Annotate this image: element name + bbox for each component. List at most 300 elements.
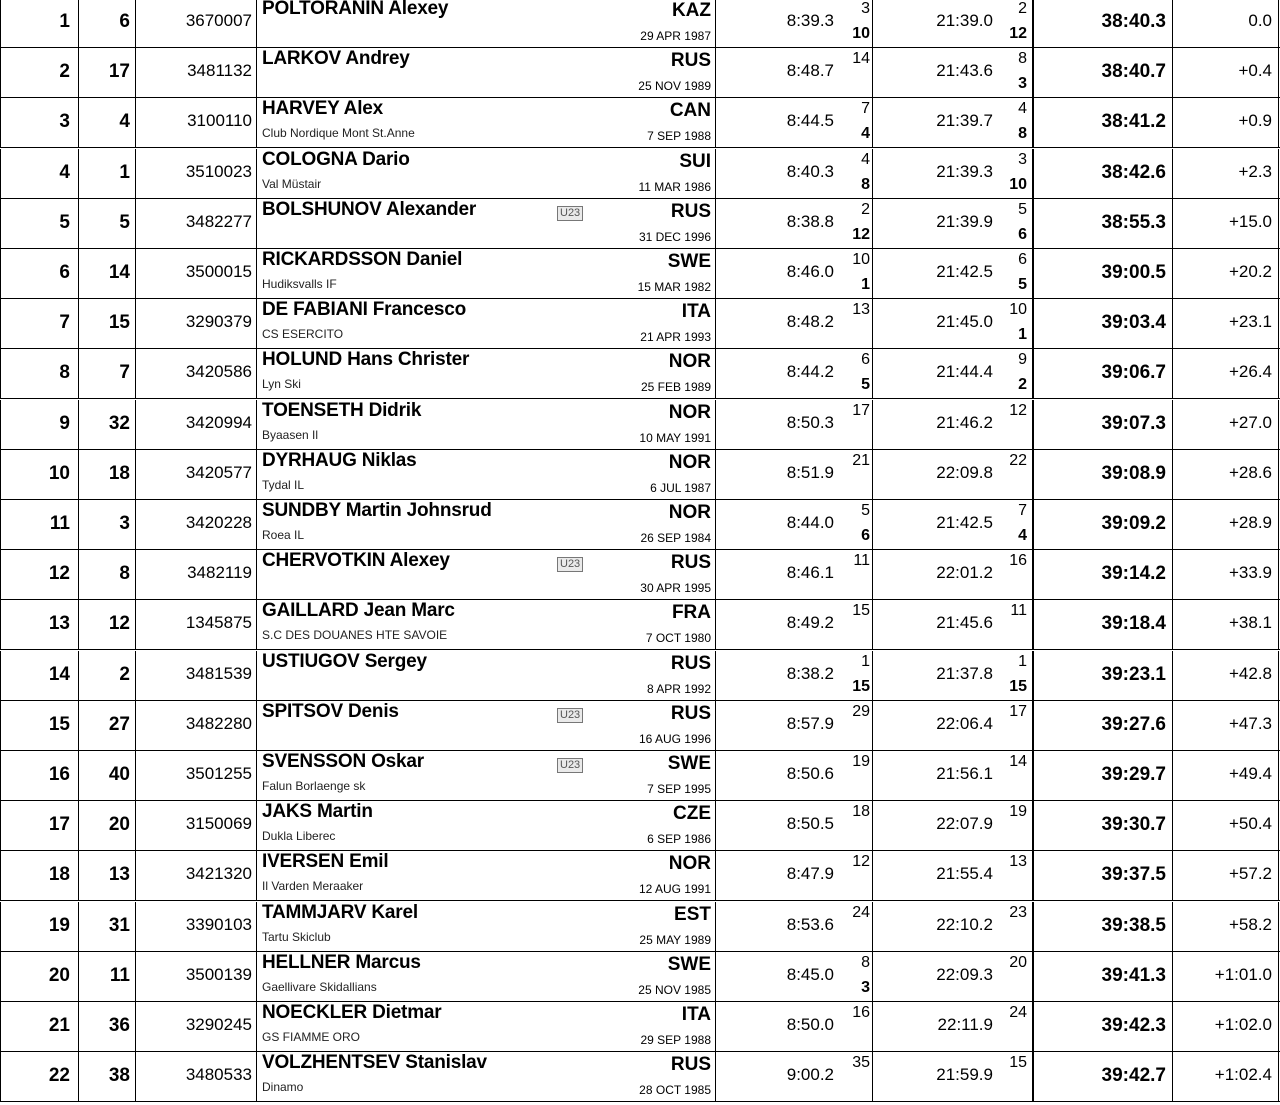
total-time: 39:06.7: [1101, 362, 1166, 384]
column-divider: [1278, 952, 1279, 1001]
athlete-name: DE FABIANI Francesco: [262, 299, 466, 321]
split-1-rank: 5: [861, 502, 870, 519]
split-2-rank: 13: [1009, 853, 1027, 871]
fis-code-cell: 3482119: [187, 563, 252, 583]
column-divider: [256, 249, 257, 298]
column-divider: [135, 1052, 136, 1101]
fis-code-cell: 3100110: [187, 111, 252, 131]
column-divider: [1172, 48, 1173, 97]
split-2-bonus: 10: [1009, 175, 1027, 193]
split-2-bonus: 8: [1018, 125, 1027, 143]
u23-badge: U23: [557, 708, 583, 723]
athlete-name: GAILLARD Jean Marc: [262, 600, 455, 622]
fis-code-cell: 3420994: [185, 412, 252, 432]
column-divider: [715, 600, 716, 649]
column-divider: [78, 98, 79, 147]
column-divider: [872, 199, 873, 248]
club-name: CS ESERCITO: [262, 327, 344, 342]
birth-date: 6 SEP 1986: [647, 832, 711, 847]
column-divider: [256, 701, 257, 750]
column-divider: [135, 500, 136, 549]
column-divider: [872, 299, 873, 348]
column-divider: [1032, 199, 1034, 248]
birth-date: 7 SEP 1995: [647, 782, 711, 796]
split-2-rank: 24: [1009, 1004, 1027, 1021]
time-behind: +23.1: [1228, 312, 1272, 332]
fis-code-cell: 3480533: [185, 1065, 252, 1085]
column-divider: [78, 48, 79, 97]
fis-code-cell: 3500015: [185, 262, 252, 281]
split-time-2: 21:45.6: [936, 613, 993, 633]
birth-date: 8 APR 1992: [646, 681, 711, 696]
split-1-rank: 1: [861, 652, 870, 670]
split-time-1: 8:51.9: [786, 462, 834, 482]
column-divider: [872, 450, 873, 499]
nation-code: NOR: [668, 853, 711, 875]
birth-date: 29 APR 1987: [640, 29, 711, 43]
column-divider: [1278, 1002, 1279, 1051]
column-divider: [872, 349, 873, 398]
time-behind: 0.0: [1248, 11, 1272, 30]
split-1-rank: 18: [852, 803, 870, 821]
column-divider: [1032, 801, 1034, 850]
bib-cell: 8: [119, 563, 130, 585]
column-divider: [78, 149, 79, 198]
column-divider: [135, 851, 136, 900]
time-behind: +47.3: [1228, 713, 1272, 733]
column-divider: [715, 902, 716, 951]
column-divider: [1172, 1002, 1173, 1051]
bib-cell: 15: [108, 312, 130, 334]
rank-cell: 21: [48, 1015, 70, 1036]
column-divider: [715, 751, 716, 800]
table-row: [0, 98, 1280, 148]
column-divider: [715, 851, 716, 900]
split-1-rank: 12: [852, 853, 870, 871]
table-row: [0, 851, 1280, 901]
nation-code: RUS: [670, 1054, 711, 1076]
nation-code: NOR: [668, 502, 711, 523]
split-time-2: 22:01.2: [936, 563, 993, 583]
bib-cell: 40: [108, 764, 130, 785]
split-1-rank: 16: [852, 1004, 870, 1021]
column-divider: [135, 550, 136, 599]
split-2-rank: 9: [1018, 351, 1027, 369]
split-1-bonus: 12: [852, 225, 870, 243]
table-row: [0, 651, 1280, 701]
fis-code-cell: 3670007: [185, 11, 252, 30]
column-divider: [135, 701, 136, 750]
column-divider: [715, 199, 716, 248]
split-time-1: 8:44.5: [786, 111, 834, 131]
column-divider: [78, 902, 79, 951]
column-divider: [1278, 450, 1279, 499]
split-2-rank: 16: [1009, 552, 1027, 570]
column-divider: [1172, 600, 1173, 649]
split-2-bonus: 4: [1018, 527, 1027, 544]
total-time: 39:29.7: [1101, 764, 1166, 785]
birth-date: 11 MAR 1986: [638, 179, 711, 194]
column-divider: [1172, 651, 1173, 700]
total-time: 39:37.5: [1101, 864, 1166, 886]
rank-cell: 15: [48, 713, 70, 735]
birth-date: 12 AUG 1991: [638, 882, 711, 897]
column-divider: [1032, 149, 1034, 198]
fis-code-cell: 3481539: [185, 663, 252, 683]
column-divider: [1278, 701, 1279, 750]
nation-code: RUS: [670, 50, 711, 72]
split-time-1: 8:38.2: [786, 663, 834, 683]
column-divider: [1032, 450, 1034, 499]
split-1-bonus: 15: [852, 677, 870, 695]
split-1-bonus: 5: [861, 376, 870, 394]
column-divider: [135, 0, 136, 47]
column-divider: [256, 349, 257, 398]
total-time: 39:42.7: [1101, 1065, 1166, 1087]
column-divider: [715, 1002, 716, 1051]
split-1-rank: 17: [852, 401, 870, 419]
column-divider: [715, 1052, 716, 1101]
column-divider: [1032, 98, 1034, 147]
rank-cell: 18: [48, 864, 70, 886]
split-2-rank: 22: [1009, 451, 1027, 469]
split-time-1: 8:57.9: [786, 713, 834, 733]
split-1-rank: 3: [861, 0, 870, 17]
column-divider: [1278, 1052, 1279, 1101]
split-2-rank: 10: [1009, 301, 1027, 319]
club-name: Hudiksvalls IF: [262, 277, 337, 291]
column-divider: [78, 349, 79, 398]
rank-cell: 19: [48, 914, 70, 936]
split-2-bonus: 1: [1018, 326, 1027, 344]
column-divider: [1032, 651, 1034, 700]
column-divider: [715, 249, 716, 298]
column-divider: [256, 550, 257, 599]
column-divider: [0, 902, 1, 951]
birth-date: 15 MAR 1982: [637, 280, 711, 294]
column-divider: [1032, 550, 1034, 599]
column-divider: [715, 48, 716, 97]
split-2-rank: 19: [1009, 803, 1027, 821]
column-divider: [872, 701, 873, 750]
time-behind: +0.4: [1238, 61, 1272, 81]
column-divider: [78, 1052, 79, 1101]
nation-code: SWE: [667, 953, 711, 975]
column-divider: [135, 249, 136, 298]
split-time-2: 21:42.5: [936, 262, 993, 281]
table-row: [0, 550, 1280, 600]
athlete-name: HARVEY Alex: [262, 98, 384, 120]
split-time-2: 21:55.4: [936, 864, 993, 884]
split-time-2: 22:09.8: [936, 462, 993, 482]
column-divider: [1278, 0, 1279, 47]
split-time-2: 22:10.2: [936, 914, 993, 934]
split-time-1: 8:44.2: [786, 362, 834, 382]
column-divider: [0, 701, 1, 750]
column-divider: [1172, 349, 1173, 398]
split-1-rank: 15: [852, 602, 870, 620]
split-time-2: 21:42.5: [936, 513, 993, 532]
nation-code: FRA: [671, 602, 711, 624]
time-behind: +15.0: [1228, 211, 1272, 231]
column-divider: [135, 349, 136, 398]
birth-date: 6 JUL 1987: [650, 480, 711, 495]
split-2-rank: 7: [1018, 502, 1027, 519]
column-divider: [78, 299, 79, 348]
split-2-bonus: 5: [1018, 276, 1027, 293]
column-divider: [1278, 400, 1279, 449]
split-1-bonus: 10: [852, 25, 870, 42]
column-divider: [0, 299, 1, 348]
rank-cell: 14: [48, 663, 70, 685]
total-time: 39:00.5: [1101, 262, 1166, 283]
split-2-rank: 3: [1018, 150, 1027, 168]
athlete-name: POLTORANIN Alexey: [262, 0, 449, 19]
column-divider: [256, 952, 257, 1001]
nation-code: RUS: [670, 552, 711, 574]
table-row: [0, 400, 1280, 450]
column-divider: [1032, 902, 1034, 951]
split-time-2: 21:56.1: [936, 764, 993, 783]
nation-code: CZE: [673, 803, 711, 825]
club-name: Gaellivare Skidallians: [262, 979, 377, 994]
table-row: [0, 902, 1280, 952]
column-divider: [1032, 249, 1034, 298]
column-divider: [78, 751, 79, 800]
split-2-rank: 20: [1009, 953, 1027, 971]
split-2-rank: 8: [1018, 50, 1027, 68]
column-divider: [256, 400, 257, 449]
rank-cell: 2: [59, 61, 70, 83]
column-divider: [1032, 0, 1034, 47]
column-divider: [256, 500, 257, 549]
column-divider: [872, 651, 873, 700]
column-divider: [1172, 450, 1173, 499]
total-time: 39:38.5: [1101, 914, 1166, 936]
column-divider: [0, 1052, 1, 1101]
column-divider: [872, 1052, 873, 1101]
column-divider: [1172, 902, 1173, 951]
column-divider: [872, 400, 873, 449]
column-divider: [0, 651, 1, 700]
column-divider: [1172, 299, 1173, 348]
column-divider: [1032, 1052, 1034, 1101]
split-time-1: 8:48.7: [786, 61, 834, 81]
column-divider: [872, 801, 873, 850]
rank-cell: 6: [59, 262, 70, 283]
athlete-name: JAKS Martin: [262, 801, 373, 823]
column-divider: [872, 48, 873, 97]
athlete-name: DYRHAUG Niklas: [262, 449, 417, 471]
column-divider: [135, 751, 136, 800]
split-time-1: 8:38.8: [786, 211, 834, 231]
column-divider: [1172, 550, 1173, 599]
bib-cell: 36: [108, 1015, 130, 1036]
table-row: [0, 199, 1280, 249]
bib-cell: 7: [119, 362, 130, 384]
split-2-bonus: 15: [1009, 677, 1027, 695]
column-divider: [1278, 801, 1279, 850]
bib-cell: 12: [108, 613, 130, 635]
rank-cell: 9: [59, 412, 70, 434]
bib-cell: 11: [109, 964, 130, 986]
split-time-2: 21:39.9: [936, 211, 993, 231]
column-divider: [0, 199, 1, 248]
column-divider: [872, 149, 873, 198]
split-time-1: 8:50.3: [786, 412, 834, 432]
fis-code-cell: 3290379: [185, 312, 252, 332]
split-time-1: 8:44.0: [786, 513, 834, 532]
birth-date: 7 OCT 1980: [645, 631, 711, 646]
column-divider: [256, 801, 257, 850]
rank-cell: 11: [49, 513, 70, 534]
column-divider: [0, 0, 1, 47]
split-2-bonus: 3: [1018, 75, 1027, 93]
split-time-1: 8:49.2: [786, 613, 834, 633]
fis-code-cell: 3482280: [185, 713, 252, 733]
split-time-1: 8:50.0: [786, 1015, 834, 1034]
split-1-rank: 8: [861, 953, 870, 971]
birth-date: 25 FEB 1989: [640, 380, 711, 395]
column-divider: [1278, 851, 1279, 900]
rank-cell: 5: [59, 211, 70, 233]
split-2-bonus: 6: [1018, 225, 1027, 243]
column-divider: [0, 801, 1, 850]
table-row: [0, 751, 1280, 801]
fis-code-cell: 1345875: [185, 613, 252, 633]
split-time-1: 8:46.1: [786, 563, 834, 583]
nation-code: SUI: [679, 150, 711, 172]
athlete-name: SVENSSON Oskar: [262, 751, 424, 772]
column-divider: [872, 600, 873, 649]
time-behind: +20.2: [1228, 262, 1272, 281]
rank-cell: 17: [48, 814, 70, 836]
split-1-bonus: 3: [861, 978, 870, 996]
split-time-2: 21:45.0: [936, 312, 993, 332]
column-divider: [1172, 0, 1173, 47]
birth-date: 31 DEC 1996: [638, 229, 711, 244]
bib-cell: 1: [119, 161, 130, 183]
column-divider: [1278, 651, 1279, 700]
fis-code-cell: 3482277: [185, 211, 252, 231]
column-divider: [78, 1002, 79, 1051]
club-name: Byaasen Il: [262, 427, 319, 442]
split-2-rank: 14: [1009, 753, 1027, 770]
bib-cell: 38: [108, 1065, 130, 1087]
column-divider: [1278, 199, 1279, 248]
birth-date: 21 APR 1993: [640, 330, 711, 345]
split-2-rank: 23: [1009, 903, 1027, 921]
column-divider: [0, 149, 1, 198]
split-time-2: 22:07.9: [936, 814, 993, 834]
split-time-2: 21:39.0: [936, 11, 993, 30]
split-1-rank: 7: [861, 100, 870, 118]
column-divider: [1032, 600, 1034, 649]
split-time-2: 21:46.2: [936, 412, 993, 432]
column-divider: [135, 400, 136, 449]
column-divider: [872, 952, 873, 1001]
column-divider: [1278, 550, 1279, 599]
rank-cell: 12: [48, 563, 70, 585]
split-time-1: 8:50.6: [786, 764, 834, 783]
bib-cell: 3: [119, 513, 130, 534]
column-divider: [1278, 751, 1279, 800]
table-row: [0, 48, 1280, 98]
rank-cell: 22: [48, 1065, 70, 1087]
table-row: [0, 600, 1280, 650]
athlete-name: RICKARDSSON Daniel: [262, 249, 463, 270]
column-divider: [0, 48, 1, 97]
column-divider: [135, 299, 136, 348]
column-divider: [1278, 299, 1279, 348]
fis-code-cell: 3150069: [185, 814, 252, 834]
split-1-rank: 6: [861, 351, 870, 369]
split-2-rank: 6: [1018, 251, 1027, 268]
split-time-1: 8:48.2: [786, 312, 834, 332]
column-divider: [872, 249, 873, 298]
column-divider: [715, 98, 716, 147]
time-behind: +57.2: [1228, 864, 1272, 884]
column-divider: [0, 249, 1, 298]
column-divider: [256, 651, 257, 700]
table-row: [0, 801, 1280, 851]
column-divider: [1278, 902, 1279, 951]
column-divider: [0, 400, 1, 449]
column-divider: [135, 651, 136, 700]
bib-cell: 6: [119, 11, 130, 32]
column-divider: [1278, 48, 1279, 97]
column-divider: [1172, 1052, 1173, 1101]
column-divider: [135, 801, 136, 850]
nation-code: NOR: [668, 351, 711, 373]
column-divider: [1032, 48, 1034, 97]
total-time: 39:18.4: [1101, 613, 1166, 635]
column-divider: [256, 600, 257, 649]
birth-date: 26 SEP 1984: [640, 531, 711, 545]
column-divider: [78, 400, 79, 449]
nation-code: KAZ: [671, 0, 711, 21]
birth-date: 30 APR 1995: [640, 581, 711, 596]
club-name: Tartu Skiclub: [262, 929, 331, 944]
nation-code: ITA: [681, 1004, 711, 1025]
column-divider: [0, 1002, 1, 1051]
total-time: 39:09.2: [1101, 513, 1166, 534]
total-time: 39:27.6: [1101, 713, 1166, 735]
nation-code: NOR: [668, 401, 711, 423]
split-2-rank: 4: [1018, 100, 1027, 118]
column-divider: [872, 0, 873, 47]
time-behind: +0.9: [1238, 111, 1272, 131]
column-divider: [135, 149, 136, 198]
split-1-bonus: 4: [861, 125, 870, 143]
column-divider: [256, 199, 257, 248]
bib-cell: 31: [108, 914, 130, 936]
column-divider: [135, 600, 136, 649]
column-divider: [256, 751, 257, 800]
column-divider: [715, 651, 716, 700]
column-divider: [1278, 600, 1279, 649]
table-row: [0, 0, 1280, 48]
total-time: 38:40.7: [1101, 61, 1166, 83]
total-time: 39:14.2: [1101, 563, 1166, 585]
total-time: 39:41.3: [1101, 964, 1166, 986]
birth-date: 29 SEP 1988: [640, 1033, 711, 1047]
column-divider: [715, 500, 716, 549]
column-divider: [1032, 500, 1034, 549]
time-behind: +28.9: [1228, 513, 1272, 532]
time-behind: +33.9: [1228, 563, 1272, 583]
time-behind: +1:02.4: [1214, 1065, 1272, 1085]
